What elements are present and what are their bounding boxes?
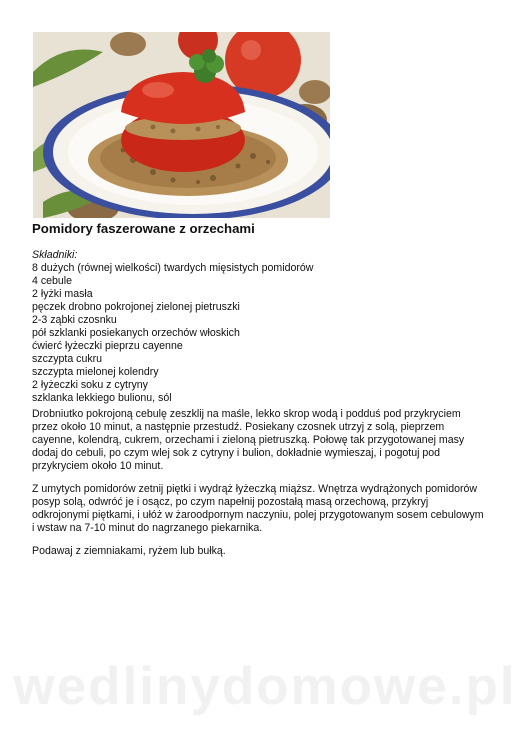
ingredient-item: szczypta mielonej kolendry	[32, 366, 159, 378]
ingredient-item: 2 łyżeczki soku z cytryny	[32, 379, 148, 391]
ingredient-item: pół szklanki posiekanych orzechów włoskich	[32, 327, 240, 339]
instruction-paragraph-3: Podawaj z ziemniakami, ryżem lub bułką.	[32, 545, 226, 557]
watermark: wedlinydomowe.pl	[13, 657, 517, 716]
ingredient-item: szklanka lekkiego bulionu, sól	[32, 392, 172, 404]
recipe-photo	[33, 32, 330, 218]
ingredient-item: ćwierć łyżeczki pieprzu cayenne	[32, 340, 183, 352]
ingredient-item: szczypta cukru	[32, 353, 103, 365]
recipe-title: Pomidory faszerowane z orzechami	[32, 221, 255, 236]
ingredient-item: 2 łyżki masła	[32, 288, 93, 300]
ingredient-item: pęczek drobno pokrojonej zielonej pietruszki	[32, 301, 240, 313]
instruction-paragraph-1: Drobniutko pokrojoną cebulę zeszklij na maśle, lekko skrop wodą i podduś pod przykryciem przez około 10 minut, a następnie przestudź. Posiekany czosnek utrzyj z solą, pieprzem cayenne, kolendrą, cukrem, orzechami i zieloną pietruszką. Połowę tak przygotowanej masy dodaj do cebuli, po czym wlej sok z cytryny i bulion, dokładnie wymieszaj, i pogotuj pod przykryciem około 10 minut.	[32, 408, 465, 473]
ingredient-item: 4 cebule	[32, 275, 73, 287]
instruction-paragraph-2: Z umytych pomidorów zetnij piętki i wydrąż łyżeczką miąższ. Wnętrza wydrążonych pomidorów posyp solą, odwróć je i osącz, po czym napełnij pozostałą masą orzechową, przykryj odkrojonymi piętkami, i ułóż w żaroodpornym naczyniu, polej przygotowanym sosem cebulowym i wstaw na 7-10 minut do nagrzanego piekarnika.	[32, 483, 484, 535]
ingredient-item: 2-3 ząbki czosnku	[32, 314, 117, 326]
ingredient-item: 8 dużych (równej wielkości) twardych mięsistych pomidorów	[32, 262, 314, 274]
ingredients-label: Składniki:	[32, 249, 78, 261]
ingredients-list	[32, 249, 313, 405]
